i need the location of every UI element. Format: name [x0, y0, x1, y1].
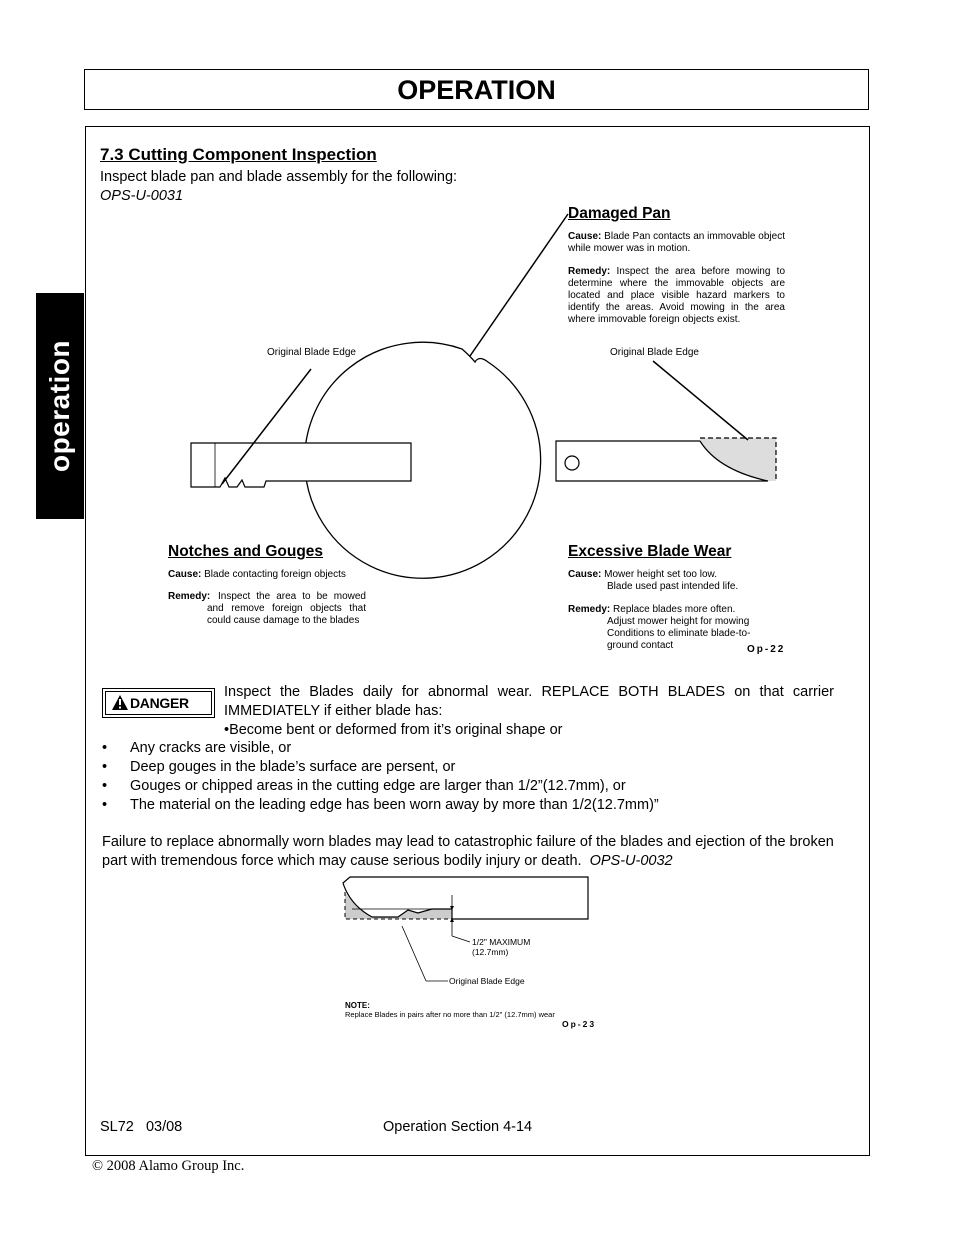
- fig2-original-edge-label: Original Blade Edge: [449, 976, 525, 986]
- section-intro: Inspect blade pan and blade assembly for the following:: [100, 169, 458, 185]
- wear-remedy: Remedy: Replace blades more often.: [568, 604, 736, 615]
- figure-id-op23: Op-23: [562, 1019, 597, 1029]
- wear-cause-line2: Blade used past intended life.: [607, 581, 739, 592]
- side-tab-label: operation: [44, 339, 75, 473]
- damaged-pan-cause: Cause: Blade Pan contacts an immovable object while mower was in motion.: [568, 231, 785, 254]
- danger-label: DANGER: [130, 695, 189, 711]
- wear-cause: Cause: Mower height set too low.: [568, 569, 717, 580]
- note-text: Replace Blades in pairs after no more than 1/2" (12.7mm) wear: [345, 1010, 555, 1019]
- figure-id-op22: Op-22: [747, 644, 786, 655]
- copyright: © 2008 Alamo Group Inc.: [92, 1158, 245, 1174]
- notches-cause: Cause: Blade contacting foreign objects: [168, 569, 346, 580]
- note-label: NOTE:: [345, 1001, 370, 1010]
- max-wear-label: 1/2" MAXIMUM (12.7mm): [472, 937, 531, 957]
- damaged-pan-heading: Damaged Pan: [568, 205, 671, 222]
- notches-remedy-text: Inspect the area to be mowed and remove foreign objects that could cause damage to the blades: [207, 591, 366, 626]
- wear-heading: Excessive Blade Wear: [568, 543, 732, 560]
- label-original-blade-edge-left: Original Blade Edge: [267, 347, 356, 358]
- failure-warning: Failure to replace abnormally worn blades may lead to catastrophic failure of the blades and ejection of the broken part with tremendous force which may cause serious bodily injury or death. OPS-U-0032: [102, 834, 834, 869]
- wear-remedy-text: Adjust mower height for mowing Conditions to eliminate blade-to-ground contact: [607, 616, 751, 651]
- damaged-pan-remedy: Remedy: Inspect the area before mowing to determine where the immovable objects are located and place visible hazard markers to identify the areas. Avoid mowing in the area where immovable foreign objects exist.: [568, 266, 786, 325]
- worn-blade-profile: [343, 877, 588, 919]
- danger-first-item: •Become bent or deformed from it’s original shape or: [224, 722, 563, 738]
- danger-text: Inspect the Blades daily for abnormal wear. REPLACE BOTH BLADES on that carrier IMMEDIATELY if either blade has:: [224, 684, 834, 719]
- footer-section: Operation Section 4-14: [383, 1119, 533, 1135]
- section-title: 7.3 Cutting Component Inspection: [100, 145, 377, 164]
- footer-model: SL72 03/08: [100, 1119, 183, 1135]
- ops-ref-1: OPS-U-0031: [100, 188, 184, 204]
- notches-heading: Notches and Gouges: [168, 543, 324, 560]
- label-original-blade-edge-right: Original Blade Edge: [610, 347, 699, 358]
- page-header: OPERATION: [84, 69, 869, 110]
- notches-remedy-label: Remedy:: [168, 591, 211, 602]
